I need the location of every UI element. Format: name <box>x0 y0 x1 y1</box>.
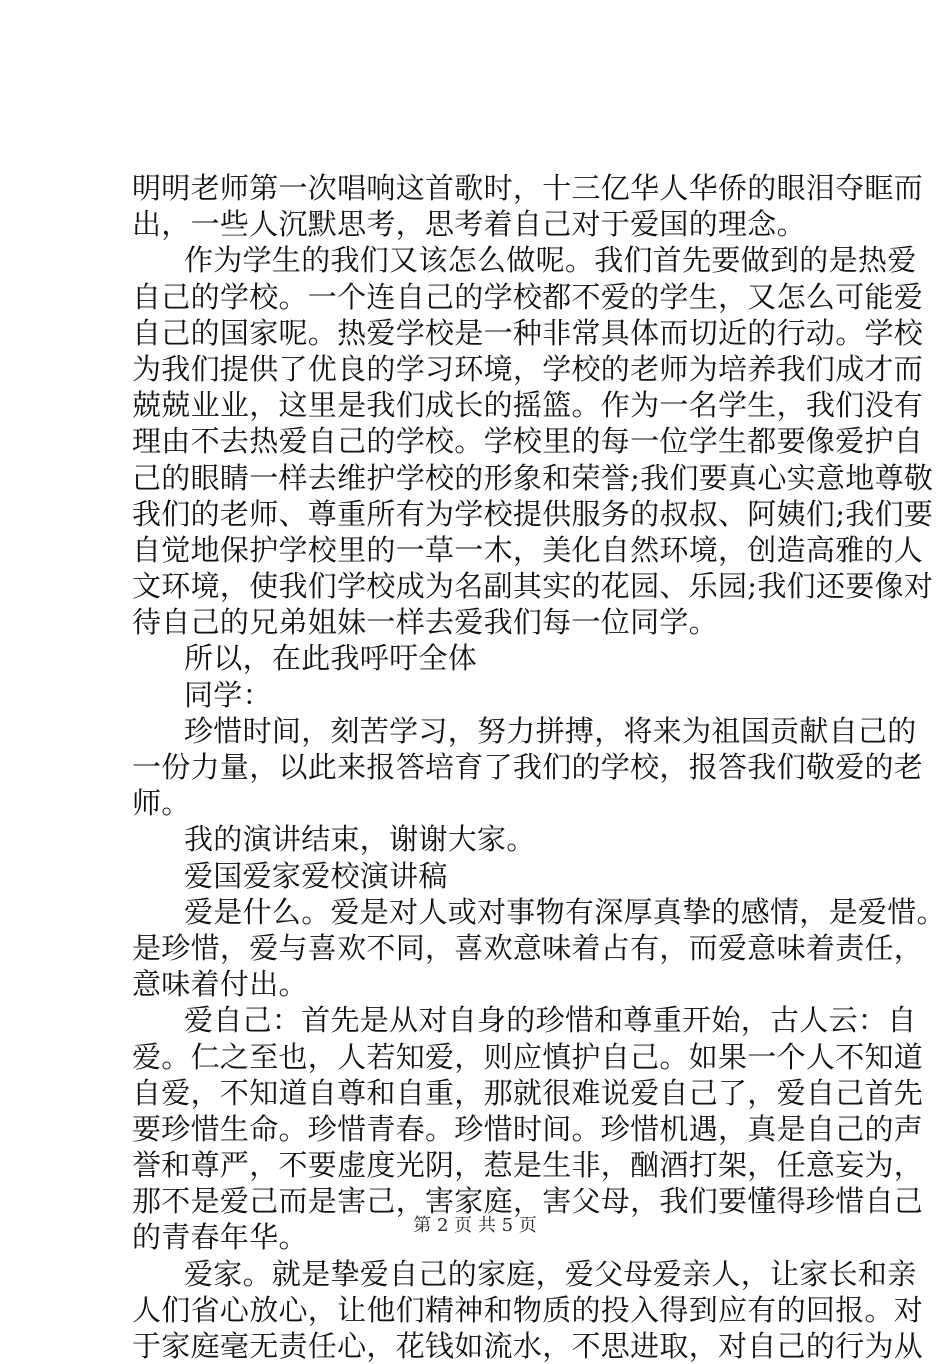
text-line: 所以，在此我呼吁全体 <box>184 641 478 676</box>
text-line: 同学： <box>184 677 272 712</box>
text-line: 师。 <box>132 786 191 821</box>
text-line: 我们的老师、尊重所有为学校提供服务的叔叔、阿姨们;我们要 <box>132 496 934 531</box>
text-line: 自爱，不知道自尊和自重，那就很难说爱自己了，爱自己首先 <box>132 1075 924 1110</box>
document-body <box>132 170 946 1364</box>
text-line: 是珍惜，爱与喜欢不同，喜欢意味着占有，而爱意味着责任， <box>132 930 924 965</box>
text-line: 要珍惜生命。珍惜青春。珍惜时间。珍惜机遇，真是自己的声 <box>132 1111 924 1146</box>
text-line: 明明老师第一次唱响这首歌时，十三亿华人华侨的眼泪夺眶而 <box>132 171 924 205</box>
text-line: 爱家。就是挚爱自己的家庭，爱父母爱亲人，让家长和亲 <box>184 1256 917 1291</box>
text-line: 爱国爱家爱校演讲稿 <box>184 858 448 893</box>
text-line: 人们省心放心，让他们精神和物质的投入得到应有的回报。对 <box>132 1292 924 1327</box>
text-line: 的青春年华。 <box>132 1220 308 1255</box>
text-line: 那不是爱己而是害己，害家庭，害父母，我们要懂得珍惜自己 <box>132 1184 924 1219</box>
text-line: 自己的学校。一个连自己的学校都不爱的学生，又怎么可能爱 <box>132 279 924 314</box>
text-line: 为我们提供了优良的学习环境，学校的老师为培养我们成才而 <box>132 351 924 386</box>
text-line: 我的演讲结束，谢谢大家。 <box>184 822 536 857</box>
text-line: 珍惜时间，刻苦学习，努力拼搏，将来为祖国贡献自己的 <box>184 713 917 748</box>
text-line: 一份力量，以此来报答培育了我们的学校，报答我们敬爱的老 <box>132 750 924 784</box>
text-line: 于家庭毫无责任心，花钱如流水，不思进取，对自己的行为从 <box>132 1329 924 1363</box>
text-line: 爱是什么。爱是对人或对事物有深厚真挚的感情，是爱惜。 <box>184 894 946 929</box>
text-line: 文环境，使我们学校成为名副其实的花园、乐园;我们还要像对 <box>132 569 934 604</box>
text-line: 理由不去热爱自己的学校。学校里的每一位学生都要像爱护自 <box>132 424 924 459</box>
text-line: 意味着付出。 <box>132 967 308 1002</box>
text-line: 出，一些人沉默思考，思考着自己对于爱国的理念。 <box>132 207 806 242</box>
text-line: 自己的国家呢。热爱学校是一种非常具体而切近的行动。学校 <box>132 315 924 350</box>
text-line: 兢兢业业，这里是我们成长的摇篮。作为一名学生，我们没有 <box>132 388 924 423</box>
text-line: 誉和尊严，不要虚度光阴，惹是生非，酗酒打架，任意妄为， <box>132 1148 924 1183</box>
text-line: 待自己的兄弟姐妹一样去爱我们每一位同学。 <box>132 605 719 640</box>
text-line: 作为学生的我们又该怎么做呢。我们首先要做到的是热爱 <box>184 243 917 278</box>
text-line: 爱自己：首先是从对自身的珍惜和尊重开始，古人云：自 <box>184 1003 917 1038</box>
page-number-footer: 第 2 页 共 5 页 <box>413 1215 537 1236</box>
text-line: 自觉地保护学校里的一草一木，美化自然环境，创造高雅的人 <box>132 532 924 567</box>
text-line: 爱。仁之至也，人若知爱，则应慎护自己。如果一个人不知道 <box>132 1039 924 1074</box>
text-line: 己的眼睛一样去维护学校的形象和荣誉;我们要真心实意地尊敬 <box>132 460 934 495</box>
